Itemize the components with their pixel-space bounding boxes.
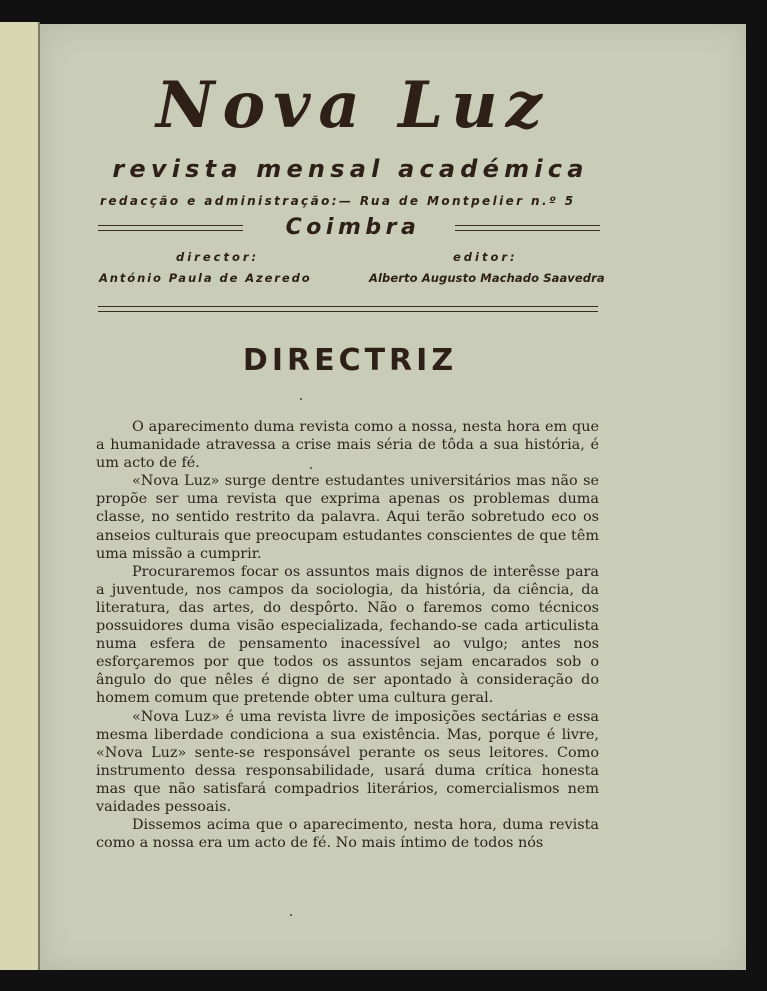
binding-spine xyxy=(0,22,40,970)
city-name: Coimbra xyxy=(285,215,421,240)
article-paragraph: Procuraremos focar os assuntos mais dignos de interêsse para a juventude, nos campos da sociologia, da história, da ciência, da literatura, das artes, do despôrto. Não o faremos como técnicos possuidores duma visão especializada, fechando-se cada articulista numa esfera de pensamento inacessível ao vulgo; antes nos esforçaremos por que todos os assuntos sejam encarados sob o ângulo do que nêles é digno de ser apontado à consideração do homem comum que pretende obter uma cultura geral. xyxy=(96,563,599,707)
director-label: director: xyxy=(176,250,260,264)
director-name: António Paula de Azeredo xyxy=(99,271,312,285)
article-body xyxy=(96,418,599,852)
article-heading: DIRECTRIZ xyxy=(242,343,458,378)
city-rule-left xyxy=(98,225,243,231)
paper-speck xyxy=(310,467,312,469)
article-paragraph: O aparecimento duma revista como a nossa, nesta hora em que a humanidade atravessa a crise mais séria de tôda a sua história, é um acto de fé. xyxy=(96,419,599,472)
masthead-subtitle: revista mensal académica xyxy=(112,155,589,183)
editor-label: editor: xyxy=(453,250,518,264)
article-paragraph: Dissemos acima que o aparecimento, nesta hora, duma revista como a nossa era um acto de fé. No mais íntimo de todos nós xyxy=(96,817,599,852)
editor-name: Alberto Augusto Machado Saavedra xyxy=(369,271,605,285)
masthead-bottom-rule xyxy=(98,306,598,312)
city-rule-right xyxy=(455,225,600,231)
paper-speck xyxy=(290,914,292,916)
article-paragraph: «Nova Luz» surge dentre estudantes universitários mas não se propõe ser uma revista que exprima apenas os problemas duma classe, no sentido restrito da palavra. Aqui terão sobretudo eco os anseios culturais que preocupam estudantes conscientes de que têm uma missão a cumprir. xyxy=(96,473,599,562)
editorial-address: redacção e administração:— Rua de Montpelier n.º 5 xyxy=(100,194,576,208)
paper-speck xyxy=(300,398,302,400)
article-paragraph: «Nova Luz» é uma revista livre de imposições sectárias e essa mesma liberdade condiciona a sua existência. Mas, porque é livre, «Nova Luz» sente-se responsável perante os seus leitores. Como instrumento dessa responsabilidade, usará duma crítica honesta mas que não satisfará compadrios literários, comercialismos nem vaidades pessoais. xyxy=(96,708,599,815)
masthead-title: Nova Luz xyxy=(156,68,550,143)
